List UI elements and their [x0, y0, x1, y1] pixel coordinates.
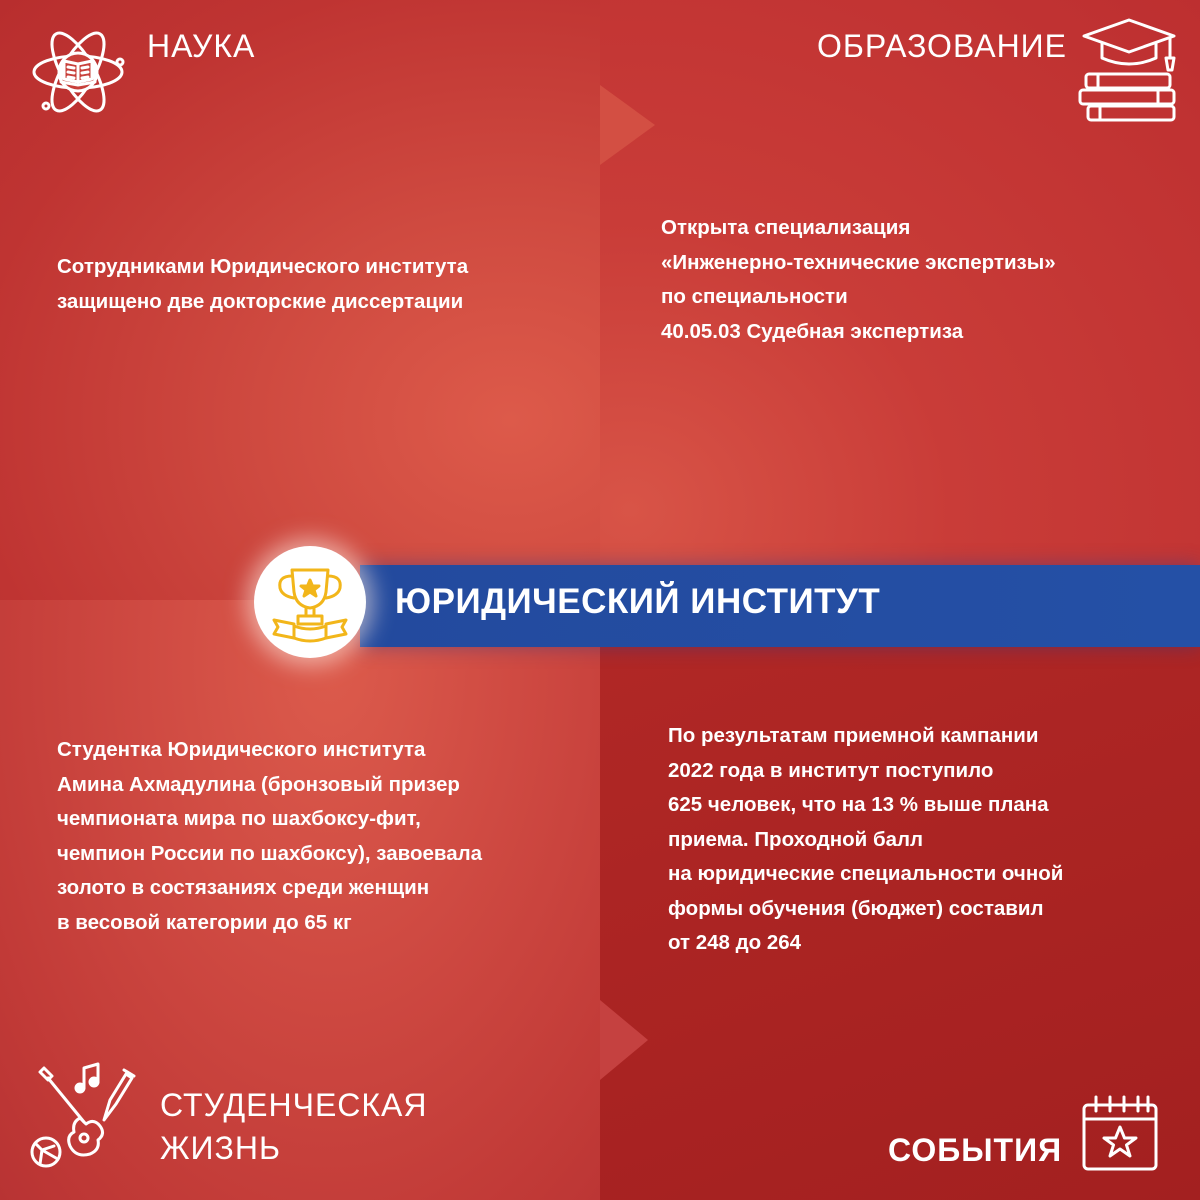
events-title: СОБЫТИЯ [888, 1132, 1063, 1168]
student-life-title-line1: СТУДЕНЧЕСКАЯ [160, 1087, 428, 1123]
science-panel-arrow [600, 85, 655, 165]
graduation-cap-books-icon [1074, 14, 1184, 127]
trophy-icon [254, 546, 366, 658]
science-text: Сотрудниками Юридического института защищено две докторские диссертации [57, 255, 469, 313]
events-text: По результатам приемной кампании 2022 года в институт поступило 625 человек, что на 13 % выше плана приема. Проходной балл на юридические специальности очной формы обучения (бюджет) составил от 248 до 264 [668, 724, 1064, 954]
student-life-panel-arrow [600, 1000, 648, 1080]
science-title: НАУКА [147, 28, 256, 64]
education-text: Открыта специализация «Инженерно-технические экспертизы» по специальности 40.05.03 Судебная экспертиза [661, 216, 1056, 343]
calendar-star-icon [1080, 1093, 1160, 1178]
atom-book-icon [28, 22, 128, 127]
student-life-text: Студентка Юридического института Амина Ахмадулина (бронзовый призер чемпионата мира по шахбоксу-фит, чемпион России по шахбоксу), завоевала золото в состязаниях среди женщин в весовой категории до 65 кг [57, 738, 483, 934]
trophy-badge [254, 546, 366, 658]
guitar-music-icon [26, 1060, 141, 1180]
institute-title: ЮРИДИЧЕСКИЙ ИНСТИТУТ [395, 582, 881, 621]
education-title: ОБРАЗОВАНИЕ [817, 28, 1068, 64]
student-life-title-line2: ЖИЗНЬ [160, 1130, 281, 1166]
